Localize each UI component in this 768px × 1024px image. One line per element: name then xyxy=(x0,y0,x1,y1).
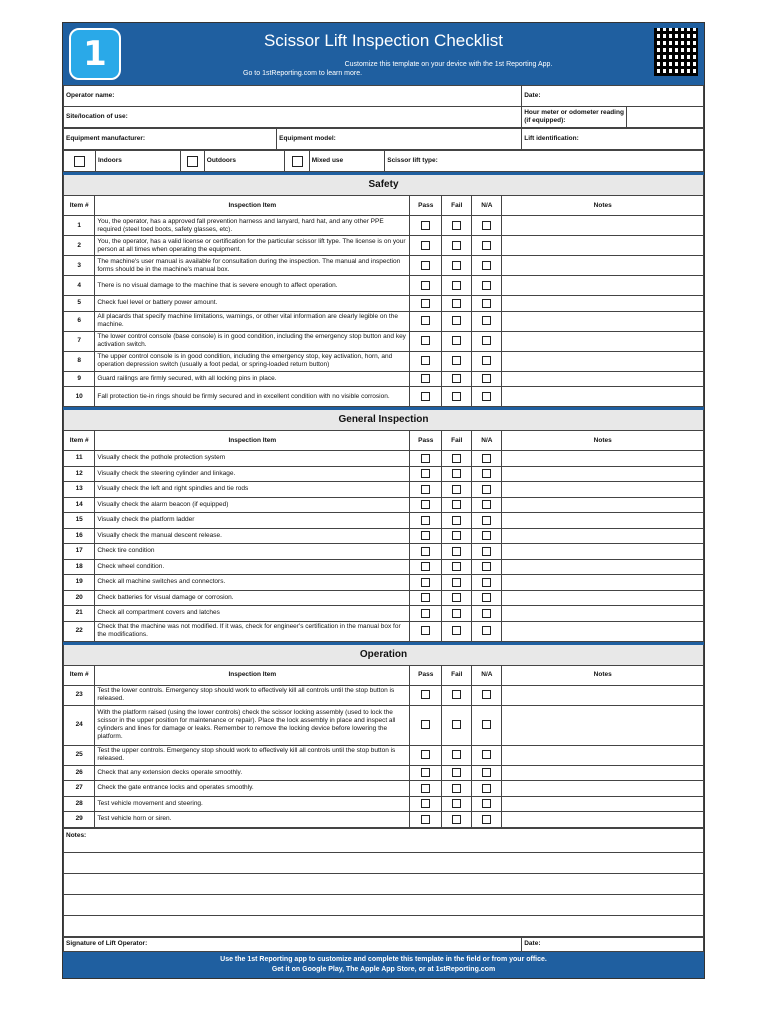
notes-cell[interactable] xyxy=(502,236,704,256)
notes-cell[interactable] xyxy=(502,745,704,765)
header-subtitle-link[interactable]: Go to 1stReporting.com to learn more. xyxy=(243,70,363,77)
col-pass: Pass xyxy=(410,665,442,685)
item-text: The upper control console is in good condition, including the emergency stop, key activation, horn, and operation depression switch (usually a foot pedal, or spring-loaded return button) xyxy=(95,351,410,371)
mixed-use-label: Mixed use xyxy=(309,151,385,172)
na-checkbox[interactable] xyxy=(472,528,502,544)
fail-checkbox[interactable] xyxy=(442,781,472,797)
item-text: Check all compartment covers and latches xyxy=(95,606,410,622)
item-text: Test vehicle movement and steering. xyxy=(95,796,410,812)
date-field[interactable]: Date: xyxy=(522,86,704,107)
col-item: Item # xyxy=(64,431,95,451)
item-text: Guard railings are firmly secured, with all locking pins in place. xyxy=(95,371,410,387)
item-text: Check batteries for visual damage or corrosion. xyxy=(95,590,410,606)
pass-checkbox[interactable] xyxy=(410,256,442,276)
fail-checkbox[interactable] xyxy=(442,544,472,560)
pass-checkbox[interactable] xyxy=(410,559,442,575)
notes-cell[interactable] xyxy=(502,685,704,705)
item-number: 25 xyxy=(64,745,95,765)
notes-cell[interactable] xyxy=(502,781,704,797)
usage-table xyxy=(63,150,704,172)
fail-checkbox[interactable] xyxy=(442,497,472,513)
pass-checkbox[interactable] xyxy=(410,466,442,482)
item-text: Visually check the steering cylinder and linkage. xyxy=(95,466,410,482)
na-checkbox[interactable] xyxy=(472,812,502,828)
item-text: Check that any extension decks operate smoothly. xyxy=(95,765,410,781)
na-checkbox[interactable] xyxy=(472,236,502,256)
na-checkbox[interactable] xyxy=(472,371,502,387)
item-text: The lower control console (base console) is in good condition, including the emergency stop button and key activation switch. xyxy=(95,331,410,351)
notes-table xyxy=(63,828,704,937)
na-checkbox[interactable] xyxy=(472,482,502,498)
item-text: The machine's user manual is available for consultation during the inspection. The manual and inspection forms should be in the machine's manual box. xyxy=(95,256,410,276)
col-pass: Pass xyxy=(410,431,442,451)
notes-line[interactable] xyxy=(64,873,704,894)
indoors-checkbox[interactable] xyxy=(64,151,96,172)
fail-checkbox[interactable] xyxy=(442,482,472,498)
fail-checkbox[interactable] xyxy=(442,387,472,407)
section-table xyxy=(63,642,704,828)
na-checkbox[interactable] xyxy=(472,781,502,797)
pass-checkbox[interactable] xyxy=(410,765,442,781)
item-number: 18 xyxy=(64,559,95,575)
na-checkbox[interactable] xyxy=(472,575,502,591)
table-row xyxy=(64,765,704,781)
footer-line-1: Use the 1st Reporting app to customize and complete this template in the field or from your office. xyxy=(220,955,547,963)
operator-field[interactable]: Operator name: xyxy=(64,86,522,107)
pass-checkbox[interactable] xyxy=(410,544,442,560)
item-number: 3 xyxy=(64,256,95,276)
fail-checkbox[interactable] xyxy=(442,812,472,828)
table-row xyxy=(64,296,704,312)
notes-cell[interactable] xyxy=(502,371,704,387)
notes-cell[interactable] xyxy=(502,331,704,351)
table-row xyxy=(64,311,704,331)
table-row xyxy=(64,236,704,256)
na-checkbox[interactable] xyxy=(472,466,502,482)
fail-checkbox[interactable] xyxy=(442,513,472,529)
table-row xyxy=(64,796,704,812)
item-number: 19 xyxy=(64,575,95,591)
notes-line[interactable] xyxy=(64,894,704,915)
notes-cell[interactable] xyxy=(502,765,704,781)
table-row xyxy=(64,482,704,498)
logo-icon: 1 xyxy=(83,34,107,74)
notes-cell[interactable] xyxy=(502,216,704,236)
item-number: 24 xyxy=(64,705,95,745)
notes-cell[interactable] xyxy=(502,544,704,560)
fail-checkbox[interactable] xyxy=(442,451,472,467)
item-number: 9 xyxy=(64,371,95,387)
item-text: Check wheel condition. xyxy=(95,559,410,575)
item-number: 14 xyxy=(64,497,95,513)
pass-checkbox[interactable] xyxy=(410,387,442,407)
na-checkbox[interactable] xyxy=(472,513,502,529)
col-na: N/A xyxy=(472,665,502,685)
section-title: Operation xyxy=(64,643,704,665)
pass-checkbox[interactable] xyxy=(410,621,442,641)
pass-checkbox[interactable] xyxy=(410,796,442,812)
fail-checkbox[interactable] xyxy=(442,311,472,331)
table-row xyxy=(64,497,704,513)
na-checkbox[interactable] xyxy=(472,621,502,641)
notes-cell[interactable] xyxy=(502,513,704,529)
na-checkbox[interactable] xyxy=(472,705,502,745)
pass-checkbox[interactable] xyxy=(410,606,442,622)
na-checkbox[interactable] xyxy=(472,685,502,705)
na-checkbox[interactable] xyxy=(472,451,502,467)
table-row xyxy=(64,705,704,745)
section-table xyxy=(63,172,704,407)
notes-cell[interactable] xyxy=(502,311,704,331)
notes-cell[interactable] xyxy=(502,590,704,606)
table-row xyxy=(64,559,704,575)
item-number: 7 xyxy=(64,331,95,351)
item-number: 29 xyxy=(64,812,95,828)
signature-date-field[interactable]: Date: xyxy=(522,937,704,951)
na-checkbox[interactable] xyxy=(472,606,502,622)
table-row xyxy=(64,544,704,560)
item-number: 11 xyxy=(64,451,95,467)
notes-line[interactable] xyxy=(64,915,704,936)
table-row xyxy=(64,575,704,591)
na-checkbox[interactable] xyxy=(472,387,502,407)
item-text: Check that the machine was not modified. If it was, check for engineer's certification in the manual box for the modifications. xyxy=(95,621,410,641)
pass-checkbox[interactable] xyxy=(410,311,442,331)
table-row xyxy=(64,451,704,467)
col-item: Item # xyxy=(64,196,95,216)
pass-checkbox[interactable] xyxy=(410,216,442,236)
table-row xyxy=(64,590,704,606)
fail-checkbox[interactable] xyxy=(442,371,472,387)
col-item: Item # xyxy=(64,665,95,685)
table-row xyxy=(64,781,704,797)
notes-cell[interactable] xyxy=(502,497,704,513)
notes-line[interactable] xyxy=(64,852,704,873)
na-checkbox[interactable] xyxy=(472,559,502,575)
notes-cell[interactable] xyxy=(502,812,704,828)
notes-label[interactable]: Notes: xyxy=(64,828,704,852)
signature-field[interactable]: Signature of Lift Operator: xyxy=(64,937,522,951)
fail-checkbox[interactable] xyxy=(442,765,472,781)
lift-type-field[interactable]: Scissor lift type: xyxy=(385,151,704,172)
table-row xyxy=(64,812,704,828)
na-checkbox[interactable] xyxy=(472,311,502,331)
header-bar xyxy=(63,23,704,85)
item-text: Check tire condition xyxy=(95,544,410,560)
fail-checkbox[interactable] xyxy=(442,796,472,812)
fail-checkbox[interactable] xyxy=(442,745,472,765)
pass-checkbox[interactable] xyxy=(410,331,442,351)
section-title: General Inspection xyxy=(64,409,704,431)
fail-checkbox[interactable] xyxy=(442,351,472,371)
notes-cell[interactable] xyxy=(502,296,704,312)
info-table xyxy=(63,85,704,128)
pass-checkbox[interactable] xyxy=(410,371,442,387)
outdoors-label: Outdoors xyxy=(204,151,285,172)
notes-cell[interactable] xyxy=(502,575,704,591)
mixed-use-checkbox[interactable] xyxy=(285,151,309,172)
pass-checkbox[interactable] xyxy=(410,745,442,765)
item-number: 27 xyxy=(64,781,95,797)
na-checkbox[interactable] xyxy=(472,590,502,606)
lift-id-field[interactable]: Lift identification: xyxy=(522,129,704,150)
notes-cell[interactable] xyxy=(502,705,704,745)
pass-checkbox[interactable] xyxy=(410,482,442,498)
fail-checkbox[interactable] xyxy=(442,256,472,276)
na-checkbox[interactable] xyxy=(472,544,502,560)
table-row xyxy=(64,466,704,482)
section-table xyxy=(63,407,704,642)
fail-checkbox[interactable] xyxy=(442,705,472,745)
table-row xyxy=(64,685,704,705)
equipment-table xyxy=(63,128,704,150)
notes-cell[interactable] xyxy=(502,606,704,622)
table-row xyxy=(64,371,704,387)
item-text: With the platform raised (using the lower controls) check the scissor locking assembly (used to lock the scissor in the upper position for maintenance or repair). Place the lock assembly in place and inspect all cylinders and lines for damage or leaks. Remember to remove the locking device before lowering the platform. xyxy=(95,705,410,745)
notes-cell[interactable] xyxy=(502,276,704,296)
fail-checkbox[interactable] xyxy=(442,575,472,591)
item-text: Check the gate entrance locks and operates smoothly. xyxy=(95,781,410,797)
site-field[interactable]: Site/location of use: xyxy=(64,107,522,128)
header-subtitle: Customize this template on your device with the 1st Reporting App. xyxy=(344,61,553,68)
fail-checkbox[interactable] xyxy=(442,331,472,351)
fail-checkbox[interactable] xyxy=(442,685,472,705)
qr-code-icon xyxy=(654,28,698,76)
table-row xyxy=(64,621,704,641)
fail-checkbox[interactable] xyxy=(442,559,472,575)
notes-cell[interactable] xyxy=(502,451,704,467)
table-row xyxy=(64,606,704,622)
table-row xyxy=(64,331,704,351)
col-fail: Fail xyxy=(442,431,472,451)
item-number: 17 xyxy=(64,544,95,560)
item-text: Fall protection tie-in rings should be firmly secured and in excellent condition with no visible corrosion. xyxy=(95,387,410,407)
item-number: 6 xyxy=(64,311,95,331)
item-text: Visually check the pothole protection system xyxy=(95,451,410,467)
hour-meter-field[interactable] xyxy=(627,107,704,128)
pass-checkbox[interactable] xyxy=(410,812,442,828)
notes-cell[interactable] xyxy=(502,387,704,407)
fail-checkbox[interactable] xyxy=(442,528,472,544)
pass-checkbox[interactable] xyxy=(410,276,442,296)
notes-cell[interactable] xyxy=(502,256,704,276)
fail-checkbox[interactable] xyxy=(442,236,472,256)
pass-checkbox[interactable] xyxy=(410,513,442,529)
checklist-sheet xyxy=(62,22,705,979)
item-text: Visually check the platform ladder xyxy=(95,513,410,529)
na-checkbox[interactable] xyxy=(472,796,502,812)
item-text: Check fuel level or battery power amount. xyxy=(95,296,410,312)
col-fail: Fail xyxy=(442,665,472,685)
pass-checkbox[interactable] xyxy=(410,590,442,606)
na-checkbox[interactable] xyxy=(472,276,502,296)
col-na: N/A xyxy=(472,196,502,216)
pass-checkbox[interactable] xyxy=(410,575,442,591)
col-notes: Notes xyxy=(502,665,704,685)
fail-checkbox[interactable] xyxy=(442,590,472,606)
item-text: Visually check the manual descent release. xyxy=(95,528,410,544)
col-na: N/A xyxy=(472,431,502,451)
item-text: Test the upper controls. Emergency stop should work to effectively kill all controls until the stop button is released. xyxy=(95,745,410,765)
fail-checkbox[interactable] xyxy=(442,276,472,296)
notes-cell[interactable] xyxy=(502,466,704,482)
notes-cell[interactable] xyxy=(502,621,704,641)
pass-checkbox[interactable] xyxy=(410,781,442,797)
table-row xyxy=(64,216,704,236)
item-number: 28 xyxy=(64,796,95,812)
item-number: 16 xyxy=(64,528,95,544)
notes-cell[interactable] xyxy=(502,796,704,812)
pass-checkbox[interactable] xyxy=(410,351,442,371)
indoors-label: Indoors xyxy=(96,151,181,172)
table-row xyxy=(64,351,704,371)
item-number: 13 xyxy=(64,482,95,498)
item-text: Test the lower controls. Emergency stop should work to effectively kill all controls until the stop button is released. xyxy=(95,685,410,705)
fail-checkbox[interactable] xyxy=(442,466,472,482)
pass-checkbox[interactable] xyxy=(410,528,442,544)
fail-checkbox[interactable] xyxy=(442,216,472,236)
item-text: There is no visual damage to the machine that is severe enough to affect operation. xyxy=(95,276,410,296)
page-title: Scissor Lift Inspection Checklist xyxy=(263,31,504,50)
table-row xyxy=(64,387,704,407)
table-row xyxy=(64,256,704,276)
table-row xyxy=(64,745,704,765)
hour-meter-label: Hour meter or odometer reading (if equipped): xyxy=(522,107,627,128)
na-checkbox[interactable] xyxy=(472,351,502,371)
col-pass: Pass xyxy=(410,196,442,216)
item-text: Visually check the alarm beacon (if equipped) xyxy=(95,497,410,513)
item-text: Test vehicle horn or siren. xyxy=(95,812,410,828)
item-number: 4 xyxy=(64,276,95,296)
na-checkbox[interactable] xyxy=(472,331,502,351)
col-inspection: Inspection Item xyxy=(95,196,410,216)
pass-checkbox[interactable] xyxy=(410,451,442,467)
table-row xyxy=(64,513,704,529)
pass-checkbox[interactable] xyxy=(410,705,442,745)
pass-checkbox[interactable] xyxy=(410,236,442,256)
item-number: 10 xyxy=(64,387,95,407)
col-inspection: Inspection Item xyxy=(95,665,410,685)
col-inspection: Inspection Item xyxy=(95,431,410,451)
col-notes: Notes xyxy=(502,196,704,216)
na-checkbox[interactable] xyxy=(472,765,502,781)
signature-table xyxy=(63,937,704,952)
item-number: 5 xyxy=(64,296,95,312)
item-text: You, the operator, has a valid license or certification for the particular scissor lift type. The license is on your person at all times when operating the equipment. xyxy=(95,236,410,256)
manufacturer-field[interactable]: Equipment manufacturer: xyxy=(64,129,277,150)
item-number: 21 xyxy=(64,606,95,622)
notes-cell[interactable] xyxy=(502,559,704,575)
notes-cell[interactable] xyxy=(502,351,704,371)
item-number: 23 xyxy=(64,685,95,705)
table-row xyxy=(64,528,704,544)
item-number: 1 xyxy=(64,216,95,236)
item-number: 20 xyxy=(64,590,95,606)
fail-checkbox[interactable] xyxy=(442,296,472,312)
pass-checkbox[interactable] xyxy=(410,685,442,705)
section-title: Safety xyxy=(64,174,704,196)
item-text: Visually check the left and right spindles and tie rods xyxy=(95,482,410,498)
item-number: 12 xyxy=(64,466,95,482)
pass-checkbox[interactable] xyxy=(410,497,442,513)
item-text: All placards that specify machine limitations, warnings, or other vital information are clearly legible on the machine. xyxy=(95,311,410,331)
notes-cell[interactable] xyxy=(502,482,704,498)
na-checkbox[interactable] xyxy=(472,296,502,312)
footer-line-2[interactable]: Get it on Google Play, The Apple App Store, or at 1stReporting.com xyxy=(271,965,496,973)
footer-bar xyxy=(63,952,704,978)
na-checkbox[interactable] xyxy=(472,256,502,276)
notes-cell[interactable] xyxy=(502,528,704,544)
na-checkbox[interactable] xyxy=(472,745,502,765)
na-checkbox[interactable] xyxy=(472,216,502,236)
fail-checkbox[interactable] xyxy=(442,621,472,641)
fail-checkbox[interactable] xyxy=(442,606,472,622)
outdoors-checkbox[interactable] xyxy=(181,151,205,172)
item-number: 22 xyxy=(64,621,95,641)
col-fail: Fail xyxy=(442,196,472,216)
col-notes: Notes xyxy=(502,431,704,451)
item-number: 26 xyxy=(64,765,95,781)
item-number: 2 xyxy=(64,236,95,256)
item-number: 8 xyxy=(64,351,95,371)
item-text: Check all machine switches and connectors. xyxy=(95,575,410,591)
na-checkbox[interactable] xyxy=(472,497,502,513)
item-text: You, the operator, has a approved fall prevention harness and lanyard, hard hat, and any other PPE required (steel toed boots, safety glasses, etc). xyxy=(95,216,410,236)
item-number: 15 xyxy=(64,513,95,529)
table-row xyxy=(64,276,704,296)
pass-checkbox[interactable] xyxy=(410,296,442,312)
model-field[interactable]: Equipment model: xyxy=(277,129,522,150)
